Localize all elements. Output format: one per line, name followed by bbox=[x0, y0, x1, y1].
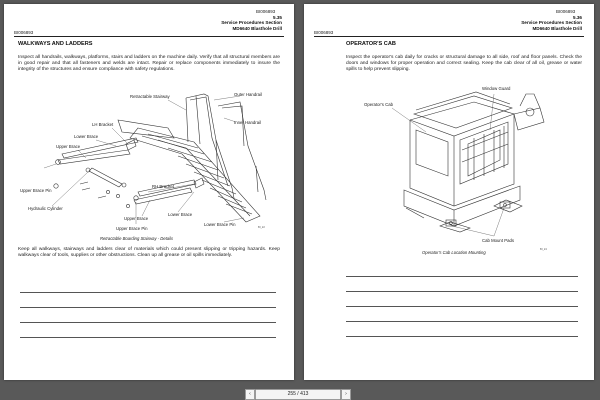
note-line bbox=[20, 292, 276, 293]
inspection-paragraph: Inspect the operator's cab daily for cracks or structural damage to all side, roof and floor panels. Check the doors and windows for proper operation and correct sealing. Keep the cab clear of all oil, grease or water spills to help prevent slipping. bbox=[346, 55, 582, 73]
product-name: MD6640 Blasthole Drill bbox=[532, 26, 582, 31]
label-hydraulic-cylinder: Hydraulic Cylinder bbox=[28, 206, 63, 211]
label-lower-brace-pin: Lower Brace Pin bbox=[204, 222, 236, 227]
section-heading: OPERATOR'S CAB bbox=[346, 41, 396, 47]
housekeeping-paragraph: Keep all walkways, stairways and ladders clear of materials which could present slipping or tripping hazards. Keep walkways clear of tools, supplies or other obstructions. Clean up all grease or oil spills immediately. bbox=[18, 247, 280, 259]
label-upper-brace-pin-left: Upper Brace Pin bbox=[20, 188, 52, 193]
label-retractable-stairway: Retractable Stairway bbox=[130, 94, 170, 99]
header-rule bbox=[314, 36, 584, 37]
inspection-paragraph: Inspect all handrails, walkways, platforms, stairs and ladders on the machine daily. Verify that all structural members are in good repair and that all fasteners and welds are intact. Repair or replace components immediately to insure the integrity of the structures and ensure compliance with safety regulations. bbox=[18, 55, 280, 73]
doc-number-top: BI006893 bbox=[556, 9, 576, 14]
doc-number: BI006893 bbox=[314, 30, 334, 35]
prev-page-button[interactable]: ‹ bbox=[245, 389, 255, 400]
figure-code: BI_22 bbox=[258, 226, 265, 229]
label-operators-cab: Operator's Cab bbox=[364, 102, 394, 107]
figure-caption: Operator's Cab Location Mounting bbox=[422, 250, 486, 255]
label-upper-brace-bottom: Upper Brace bbox=[124, 216, 149, 221]
label-upper-brace-pin-bottom: Upper Brace Pin bbox=[116, 226, 148, 231]
label-lh-bracket: LH Bracket bbox=[92, 122, 114, 127]
label-inner-handrail: Inner Handrail bbox=[234, 120, 261, 125]
label-lower-brace-top: Lower Brace bbox=[74, 134, 99, 139]
note-line bbox=[346, 321, 578, 322]
note-line bbox=[346, 336, 578, 337]
figure-code: BI_24 bbox=[540, 248, 547, 251]
page-number: 5.35 bbox=[273, 15, 282, 20]
note-line bbox=[346, 291, 578, 292]
page-indicator[interactable]: 255 / 413 bbox=[255, 389, 341, 400]
stairway-diagram bbox=[18, 88, 280, 234]
page-number: 5.36 bbox=[573, 15, 582, 20]
doc-number-top: BI006893 bbox=[256, 9, 276, 14]
section-heading: WALKWAYS AND LADDERS bbox=[18, 41, 93, 47]
doc-number: BI006893 bbox=[14, 30, 34, 35]
left-page bbox=[4, 4, 294, 380]
cab-diagram bbox=[344, 80, 584, 258]
label-rh-bracket: RH Bracket bbox=[152, 184, 174, 189]
note-line bbox=[20, 307, 276, 308]
next-page-button[interactable]: › bbox=[341, 389, 351, 400]
note-line bbox=[20, 322, 276, 323]
right-page bbox=[304, 4, 594, 380]
note-line bbox=[346, 276, 578, 277]
section-title: Service Procedures Section bbox=[521, 20, 582, 25]
label-upper-brace-top: Upper Brace bbox=[56, 144, 81, 149]
figure-caption: Retractable Boarding Stairway - Details bbox=[100, 236, 174, 241]
note-line bbox=[346, 306, 578, 307]
header-rule bbox=[14, 36, 284, 37]
label-cab-mount-pads: Cab Mount Pads bbox=[482, 238, 515, 243]
product-name: MD6640 Blasthole Drill bbox=[232, 26, 282, 31]
label-window-guard: Window Guard bbox=[482, 86, 511, 91]
label-lower-brace-bottom: Lower Brace bbox=[168, 212, 193, 217]
section-title: Service Procedures Section bbox=[221, 20, 282, 25]
label-outer-handrail: Outer Handrail bbox=[234, 92, 262, 97]
note-line bbox=[20, 337, 276, 338]
